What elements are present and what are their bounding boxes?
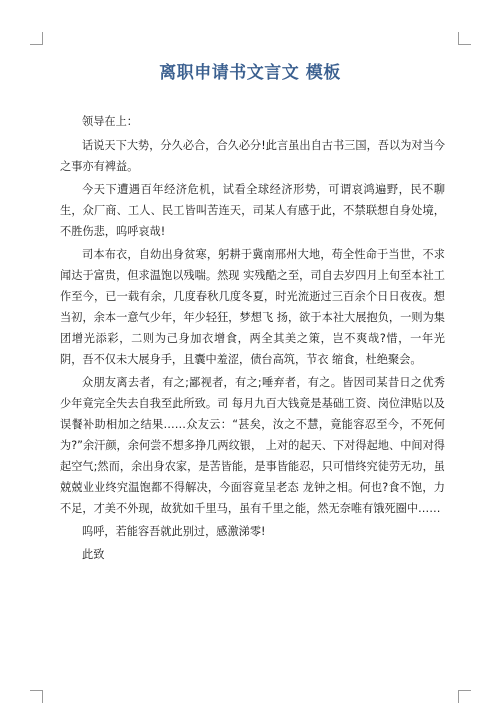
crop-mark-top-left [30, 32, 43, 45]
closing-phrase: 此致 [82, 548, 105, 561]
crop-mark-top-right [458, 32, 471, 45]
paragraph-1: 话说天下大势，分久必合，合久必分!此言虽出自古书三国，吾以为对当今之事亦有裨益。 [60, 139, 445, 173]
paragraph-4: 众朋友离去者，有之;鄙视者，有之;唾弃者，有之。皆因司某昔日之优秀少年竟完全失去自我至此所致。司 每月九百大钱竟是基础工资、岗位津贴以及误餐补助相加之结果……众友云：“甚矣，汝之不慧，竟能容忍至今，不死何为?”余汗颜，余何尝不想多挣几两纹银， 上对的起天、下对得起地、中间对得起空气;然而，余出身农家，是苦皆能，是事皆能忍，只可惜终究徒劳无功，虽兢兢业业终究温饱都不得解决，今面容竟呈老态 龙钟之相。何也?食不饱，力不足，才美不外现，故犹如千里马，虽有千里之能，然无奈唯有饿死圈中…… [60, 376, 445, 515]
salutation: 领导在上： [82, 115, 138, 128]
document-title: 离职申请书文言文 模板 [159, 63, 341, 83]
paragraph-5: 呜呼，若能容吾就此别过，感激涕零! [82, 525, 266, 538]
paragraph-3: 司本布衣，自幼出身贫寒，躬耕于冀南邢州大地，苟全性命于当世，不求闻达于富贵，但求温饱以残喘。然现 实残酷之至，司自去岁四月上旬至本社工作至今，已一载有余，几度春秋几度冬夏，时光流逝过三百余个日日夜夜。想当初，余本一意气少年，年少轻狂，梦想飞 扬，欲于本社大展抱负，一则为集团增光添彩，二则为己身加衣增食，两全其美之策，岂不爽哉?惜，一年光阴，吾不仅未大展身手，且囊中羞涩，债台高筑，节衣 缩食，杜绝聚会。 [60, 248, 445, 366]
document-body [60, 111, 445, 567]
crop-mark-bottom-left [30, 690, 43, 703]
crop-mark-bottom-right [458, 690, 471, 703]
paragraph-2: 今天下遭遇百年经济危机，试看全球经济形势，可谓哀鸿遍野，民不聊生，众厂商、工人、民工皆叫苦连天，司某人有感于此，不禁联想自身处境，不胜伤悲，呜呼哀哉! [60, 183, 445, 238]
